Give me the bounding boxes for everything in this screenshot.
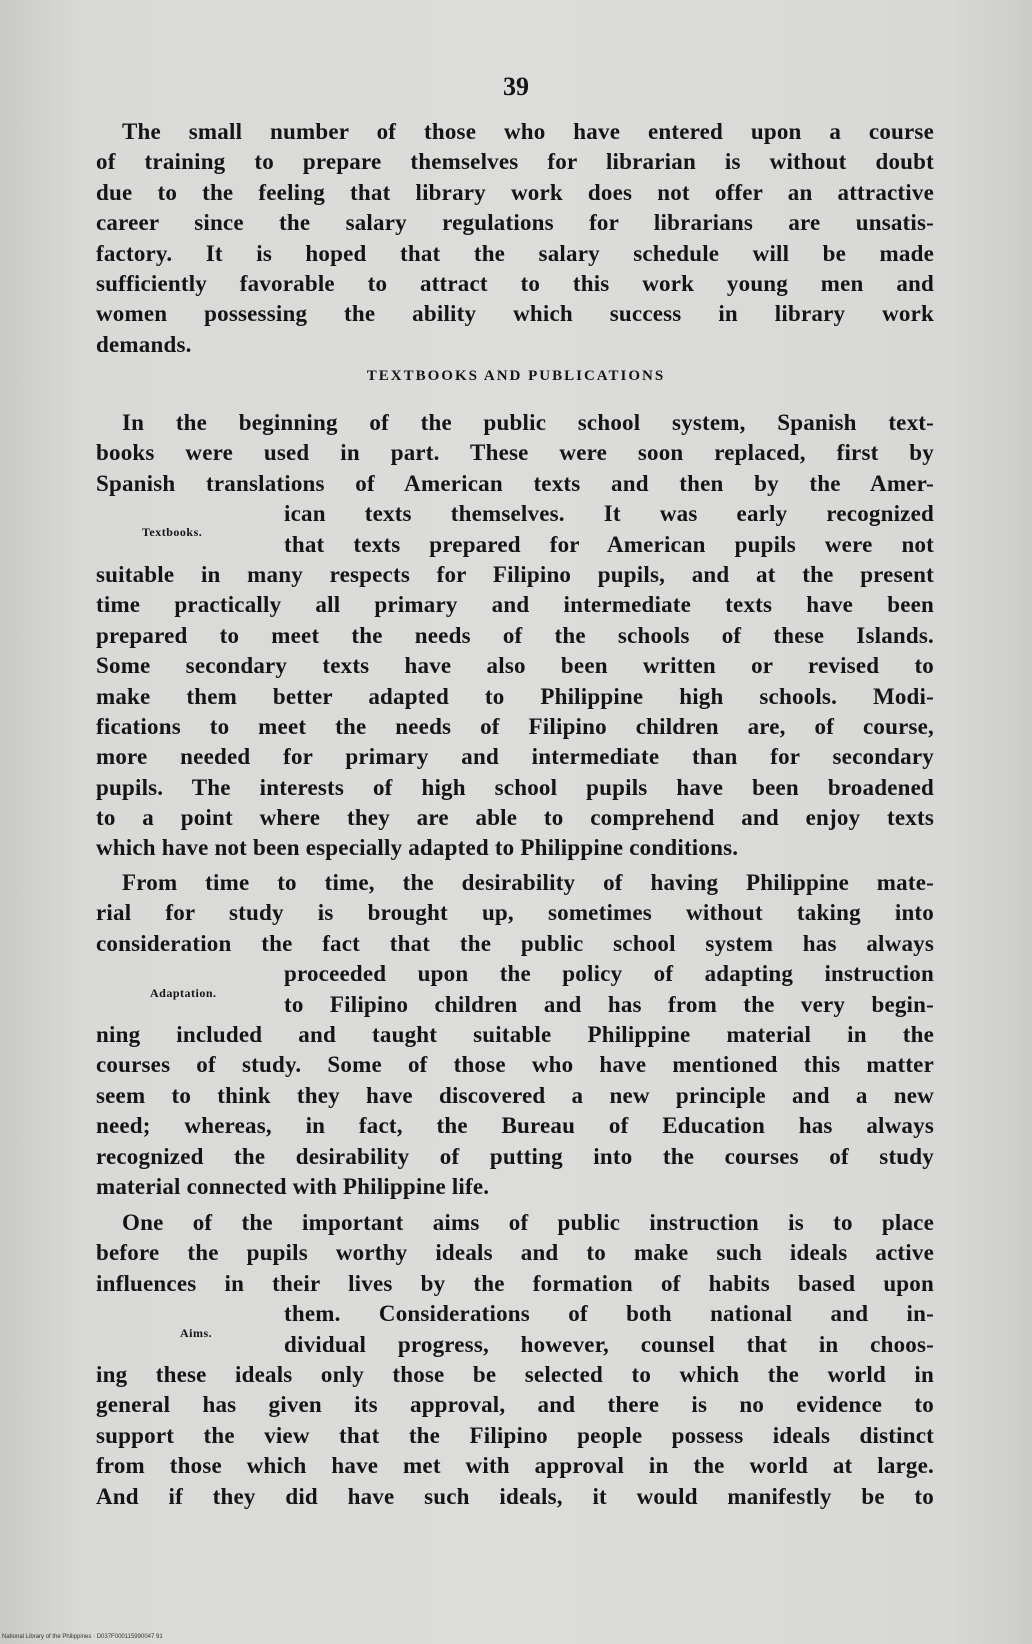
text-line: ican texts themselves. It was early recognized [284,501,934,527]
text-line: factory. It is hoped that the salary schedule will be made [96,240,934,266]
text-line: material connected with Philippine life. [96,1173,490,1199]
paragraph-4 [96,1208,934,1512]
text-line: One of the important aims of public instruction is to place [122,1210,934,1235]
sidenote-textbooks: Textbooks. [142,525,203,539]
text-line: to a point where they are able to comprehend and enjoy texts [96,805,934,831]
text-line: And if they did have such ideals, it would manifestly be to [96,1483,934,1509]
text-line: From time to time, the desirability of having Philippine mate- [122,870,934,895]
text-line: due to the feeling that library work does not offer an attractive [96,179,934,205]
text-line: Some secondary texts have also been written or revised to [96,653,934,679]
section-heading: TEXTBOOKS AND PUBLICATIONS [366,368,666,384]
text-line: books were used in part. These were soon replaced, first by [96,440,934,466]
text-line: support the view that the Filipino people possess ideals distinct [96,1422,934,1448]
paragraph-1 [96,117,934,360]
text-line: before the pupils worthy ideals and to make such ideals active [96,1240,934,1266]
text-line: general has given its approval, and there is no evidence to [96,1392,934,1418]
text-line: influences in their lives by the formation of habits based upon [96,1270,934,1296]
sidenote-aims: Aims. [180,1326,213,1340]
text-line: fications to meet the needs of Filipino children are, of course, [96,713,934,739]
text-line: need; whereas, in fact, the Bureau of Education has always [96,1113,934,1139]
text-line: consideration the fact that the public school system has always [96,930,934,956]
text-line: In the beginning of the public school system, Spanish text- [122,410,934,435]
text-line: courses of study. Some of those who have mentioned this matter [96,1052,934,1078]
text-line: prepared to meet the needs of the schools of these Islands. [96,622,934,648]
page-number: 39 [503,72,529,101]
text-line: recognized the desirability of putting into the courses of study [96,1143,934,1169]
text-line: Spanish translations of American texts and then by the Amer- [96,470,934,496]
scan-credit: National Library of the Philippines · D037F000115990047 91 [2,1634,163,1640]
text-line: career since the salary regulations for librarians are unsatis- [96,210,934,236]
text-line: make them better adapted to Philippine high schools. Modi- [96,683,934,709]
sidenote-adaptation: Adaptation. [150,986,217,1000]
text-line: from those which have met with approval in the world at large. [96,1453,934,1479]
text-line: sufficiently favorable to attract to this work young men and [96,270,934,296]
text-line: to Filipino children and has from the very begin- [284,991,934,1017]
text-line: ning included and taught suitable Philippine material in the [96,1021,934,1047]
text-line: The small number of those who have entered upon a course [122,119,934,144]
text-line: seem to think they have discovered a new principle and a new [96,1082,934,1108]
text-line: dividual progress, however, counsel that in choos- [284,1331,934,1357]
text-line: time practically all primary and intermediate texts have been [96,592,934,618]
text-line: proceeded upon the policy of adapting instruction [284,961,934,987]
text-line: pupils. The interests of high school pupils have been broadened [96,774,934,800]
text-line: of training to prepare themselves for librarian is without doubt [96,149,934,175]
text-line: ing these ideals only those be selected to which the world in [96,1361,934,1387]
text-line: demands. [96,331,192,357]
paragraph-2 [96,408,934,864]
text-line: rial for study is brought up, sometimes without taking into [96,900,934,926]
text-line: which have not been especially adapted to Philippine conditions. [96,835,739,861]
text-line: suitable in many respects for Filipino pupils, and at the present [96,561,934,587]
text-line: women possessing the ability which success in library work [96,301,934,327]
text-line: that texts prepared for American pupils were not [284,531,934,557]
paragraph-3 [96,868,934,1202]
text-line: them. Considerations of both national and in- [284,1301,934,1327]
text-line: more needed for primary and intermediate than for secondary [96,744,934,770]
